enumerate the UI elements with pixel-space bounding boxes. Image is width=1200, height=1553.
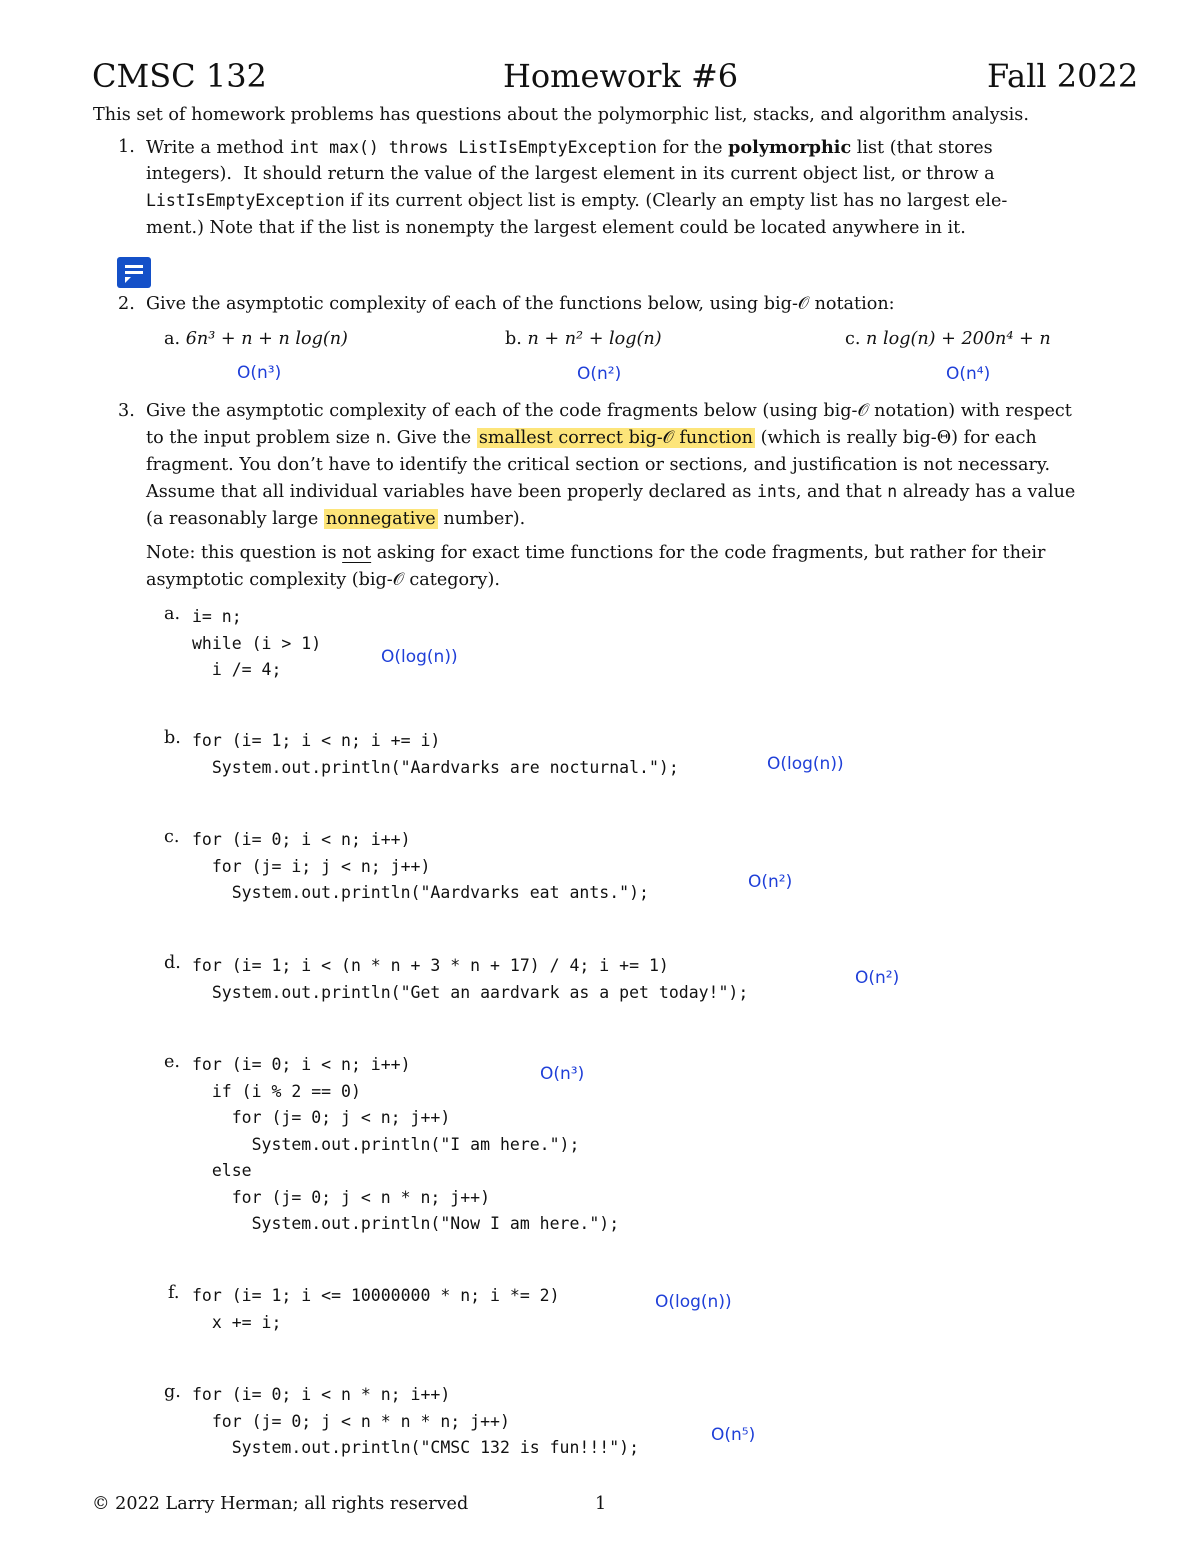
intro-text: This set of homework problems has questions about the polymorphic list, stacks, and algorithm analysis. [93, 105, 1029, 125]
fragment-e-label: e. [164, 1052, 181, 1072]
underlined-not: not [342, 543, 372, 563]
comment-icon[interactable] [117, 257, 151, 288]
fragment-c-code: for (i= 0; i < n; i++) for (j= i; j < n; j++) System.out.println("Aardvarks eat ants."); [192, 830, 649, 902]
q1-line-2: integers). It should return the value of the largest element in its current object list, or throw a [146, 164, 995, 184]
course-code: CMSC 132 [92, 57, 267, 95]
q1-line-4: ment.) Note that if the list is nonempty the largest element could be located anywhere in it. [146, 218, 966, 238]
q3-line-5: (a reasonably large nonnegative number). [146, 509, 526, 529]
q2-number: 2. [118, 294, 135, 314]
fragment-a-label: a. [164, 604, 181, 624]
q3-number: 3. [118, 401, 135, 421]
fragment-g-code: for (i= 0; i < n * n; i++) for (j= 0; j < n * n * n; j++) System.out.println("CMSC 132 is fun!!!"); [192, 1385, 640, 1457]
fragment-b-code: for (i= 1; i < n; i += i) System.out.println("Aardvarks are nocturnal."); [192, 731, 679, 777]
fragment-e-code: for (i= 0; i < n; i++) if (i % 2 == 0) for (j= 0; j < n; j++) System.out.println("I am here."); else for (j= 0; j < n * n; j++) System.out.println("Now I am here."); [192, 1055, 620, 1233]
q2-item-b: b. n + n² + log(n) [505, 329, 662, 349]
q1-number: 1. [118, 137, 135, 157]
q2-item-c: c. n log(n) + 200n⁴ + n [845, 329, 1051, 349]
fragment-b-answer: O(log(n)) [767, 754, 844, 774]
fragment-f-answer: O(log(n)) [655, 1292, 732, 1312]
fragment-g-label: g. [164, 1382, 181, 1402]
q2-answer-a: O(n³) [237, 363, 282, 383]
q3-note-line-2: asymptotic complexity (big-𝒪 category). [146, 570, 500, 590]
q2-answer-b: O(n²) [577, 364, 622, 384]
q3-line-3: fragment. You don’t have to identify the critical section or sections, and justification is not necessary. [146, 455, 1051, 475]
fragment-c-label: c. [164, 827, 180, 847]
fragment-c-answer: O(n²) [748, 872, 793, 892]
q3-line-1: Give the asymptotic complexity of each of the code fragments below (using big-𝒪 notation) with respect [146, 401, 1072, 421]
q2-item-a: a. 6n³ + n + n log(n) [164, 329, 348, 349]
fragment-a-answer: O(log(n)) [381, 647, 458, 667]
fragment-d-code: for (i= 1; i < (n * n + 3 * n + 17) / 4; i += 1) System.out.println("Get an aardvark as a pet today!"); [192, 956, 749, 1002]
q3-note-line-1: Note: this question is not asking for exact time functions for the code fragments, but rather for their [146, 543, 1046, 563]
fragment-g-answer: O(n⁵) [711, 1425, 756, 1445]
highlight-smallest-correct: smallest correct big-𝒪 function [478, 428, 753, 448]
fragment-d-label: d. [164, 953, 181, 973]
term: Fall 2022 [987, 57, 1139, 95]
q3-line-4: Assume that all individual variables have been properly declared as ints, and that n already has a value [146, 482, 1076, 502]
q2-answer-c: O(n⁴) [946, 364, 991, 384]
fragment-f-code: for (i= 1; i <= 10000000 * n; i *= 2) x += i; [192, 1286, 560, 1332]
fragment-a-code: i= n; while (i > 1) i /= 4; [192, 607, 322, 679]
q2-text: Give the asymptotic complexity of each of the functions below, using big-𝒪 notation: [146, 294, 895, 314]
copyright: © 2022 Larry Herman; all rights reserved [92, 1494, 469, 1514]
q1-line-1: Write a method int max() throws ListIsEmptyException for the polymorphic list (that stores [146, 137, 993, 158]
fragment-d-answer: O(n²) [855, 968, 900, 988]
highlight-nonnegative: nonnegative [325, 509, 436, 529]
page-number: 1 [595, 1494, 607, 1514]
q1-line-3: ListIsEmptyException if its current object list is empty. (Clearly an empty list has no largest ele- [146, 191, 1008, 211]
fragment-b-label: b. [164, 728, 181, 748]
fragment-f-label: f. [168, 1283, 180, 1303]
page-title: Homework #6 [503, 57, 739, 95]
q3-line-2: to the input problem size n. Give the smallest correct big-𝒪 function (which is really big-Θ) for each [146, 428, 1037, 448]
fragment-e-answer: O(n³) [540, 1064, 585, 1084]
